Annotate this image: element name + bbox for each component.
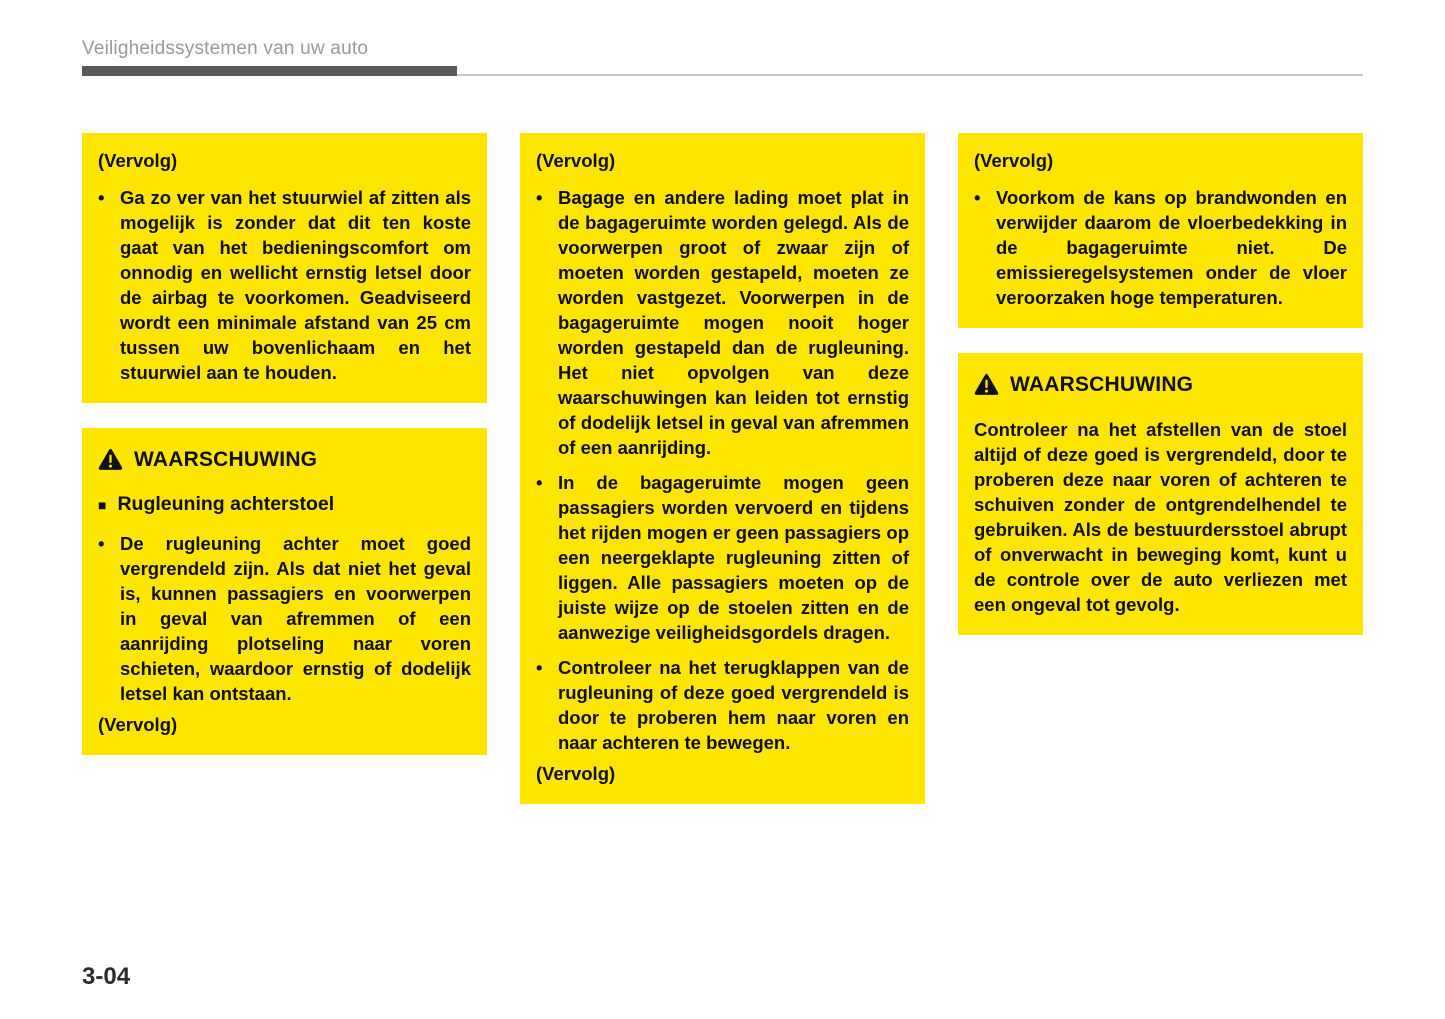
square-marker: ■ xyxy=(98,496,107,513)
vervolg-label: (Vervolg) xyxy=(536,150,616,171)
vervolg-label: (Vervolg) xyxy=(536,763,616,784)
vervolg-label: (Vervolg) xyxy=(98,714,178,735)
column-1 xyxy=(82,133,487,755)
column-2 xyxy=(520,133,925,804)
caution-box-steering-wheel xyxy=(82,133,487,403)
warning-box-rear-seatback xyxy=(82,428,487,755)
caution-box-luggage xyxy=(520,133,925,804)
vervolg-label: (Vervolg) xyxy=(98,150,178,171)
warning-icon xyxy=(974,373,999,396)
bullet-marker: • xyxy=(98,533,105,554)
list-item-text: In de bagageruimte mogen geen passagiers worden vervoerd en tijdens het rijden mogen er geen passagiers op een neergeklapte rugleuning zitten of liggen. Alle passagiers moeten op de juiste wijze op de stoelen zitten en de aanwezige veiligheidsgordels dragen. xyxy=(558,472,909,643)
list-item-text: Controleer na het terugklappen van de rugleuning of deze goed vergrendeld is door te proberen hem naar voren en naar achteren te bewegen. xyxy=(558,657,909,753)
header-rule-light xyxy=(457,74,1363,76)
warning-body-text: Controleer na het afstellen van de stoel altijd of deze goed is vergrendeld, door te proberen deze naar voren of achteren te schuiven zonder de ontgrendelhendel te gebruiken. Als de bestuurdersstoel abrupt of onverwacht in beweging komt, kunt u de controle over de auto verliezen met een ongeval tot gevolg. xyxy=(974,419,1347,615)
warning-heading xyxy=(974,372,1347,397)
list-item xyxy=(974,185,1347,310)
list-item-text: De rugleuning achter moet goed vergrendeld zijn. Als dat niet het geval is, kunnen passagiers en voorwerpen in geval van afremmen of een aanrijding plotseling naar voren schieten, waardoor ernstig of dodelijk letsel kan ontstaan. xyxy=(120,533,471,704)
column-3 xyxy=(958,133,1363,635)
vervolg-label: (Vervolg) xyxy=(974,150,1054,171)
warning-title: WAARSCHUWING xyxy=(134,448,318,471)
warning-title: WAARSCHUWING xyxy=(1010,373,1194,396)
warning-box-seat-adjust xyxy=(958,353,1363,635)
bullet-marker: • xyxy=(536,187,543,208)
header-rule xyxy=(82,66,1363,76)
warning-subheading xyxy=(98,492,471,517)
list-item-text: Bagage en andere lading moet plat in de bagageruimte worden gelegd. Als de voorwerpen groot of zwaar zijn of moeten worden gestapeld, moeten ze worden vastgezet. Voorwerpen in de bagageruimte mogen nooit hoger worden gestapeld dan de rugleuning. Het niet opvolgen van deze waarschuwingen kan leiden tot ernstig of dodelijk letsel in geval van afremmen of een aanrijding. xyxy=(558,187,909,458)
bullet-marker: • xyxy=(98,187,105,208)
list-item xyxy=(536,470,909,645)
header-rule-dark xyxy=(82,66,457,76)
list-item xyxy=(536,185,909,460)
bullet-marker: • xyxy=(974,187,981,208)
content-columns xyxy=(82,133,1363,804)
bullet-marker: • xyxy=(536,657,543,678)
list-item-text: Voorkom de kans op brandwonden en verwijder daarom de vloerbedekking in de bagageruimte niet. De emissieregelsystemen onder de vloer veroorzaken hoge temperaturen. xyxy=(996,187,1347,308)
list-item xyxy=(98,531,471,706)
caution-box-floor-covering xyxy=(958,133,1363,328)
page-header xyxy=(82,38,1363,76)
list-item xyxy=(536,655,909,755)
bullet-marker: • xyxy=(536,472,543,493)
warning-subtitle: Rugleuning achterstoel xyxy=(117,493,335,515)
warning-icon xyxy=(98,448,123,471)
list-item xyxy=(98,185,471,385)
page-number: 3-04 xyxy=(82,963,131,990)
chapter-title: Veiligheidssystemen van uw auto xyxy=(82,38,369,59)
warning-heading xyxy=(98,447,471,472)
list-item-text: Ga zo ver van het stuurwiel af zitten als mogelijk is zonder dat dit ten koste gaat van het bedieningscomfort om onnodig en wellicht ernstig letsel door de airbag te voorkomen. Geadviseerd wordt een minimale afstand van 25 cm tussen uw bovenlichaam en het stuurwiel aan te houden. xyxy=(120,187,471,383)
